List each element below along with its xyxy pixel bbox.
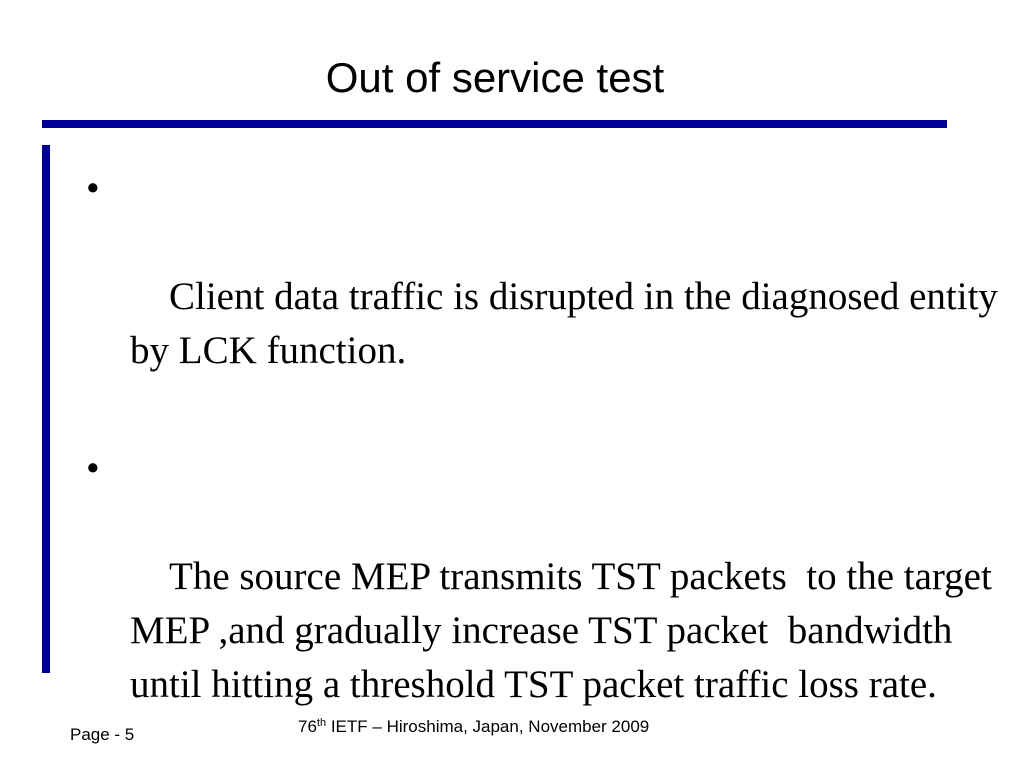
footer-event-info	[298, 716, 649, 738]
bullet-icon: •	[86, 167, 100, 210]
title-underline-rule	[42, 120, 947, 128]
bullet-icon: •	[86, 447, 100, 490]
bullet-text: Client data traffic is disrupted in the diagnosed entity by LCK function.	[130, 275, 1008, 372]
bullet-item	[86, 162, 1006, 432]
event-number: 76	[298, 717, 317, 736]
ordinal-suffix: th	[316, 717, 327, 729]
bullet-list	[86, 162, 1006, 776]
left-vertical-rule	[42, 145, 50, 673]
page-number: Page - 5	[70, 725, 135, 744]
bullet-text: The source MEP transmits TST packets to the target MEP ,and gradually increase TST packet bandwidth until hitting a threshold TST packet traffic loss rate.	[130, 555, 1002, 706]
slide-title: Out of service test	[325, 54, 665, 101]
event-details: IETF – Hiroshima, Japan, November 2009	[326, 717, 650, 736]
